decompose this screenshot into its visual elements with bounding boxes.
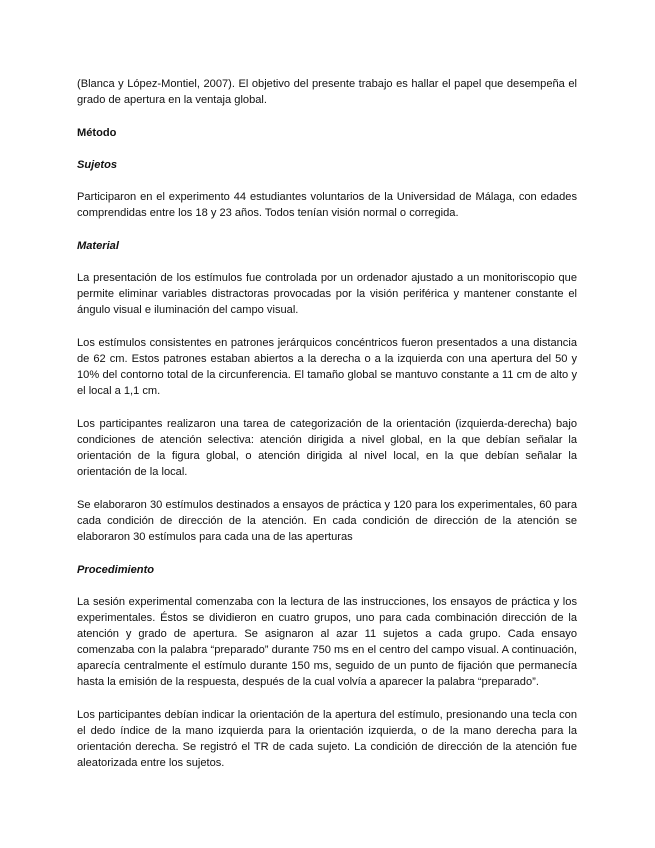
material-paragraph-1: La presentación de los estímulos fue controlada por un ordenador ajustado a un monitoriscopio que permite eliminar variables distractoras provocadas por la visión periférica y mantener constante el ángulo visual e iluminación del campo visual. bbox=[77, 272, 577, 316]
material-paragraph-2: Los estímulos consistentes en patrones jerárquicos concéntricos fueron presentados a una distancia de 62 cm. Estos patrones estaban abiertos a la derecha o a la izquierda con una apertura del 50 y 10% del contorno total de la circunferencia. El tamaño global se mantuvo constante a 11 cm de alto y el local a 1,1 cm. bbox=[77, 337, 577, 397]
material-heading: Material bbox=[77, 240, 119, 252]
procedure-paragraph-2: Los participantes debían indicar la orientación de la apertura del estímulo, presionando una tecla con el dedo índice de la mano izquierda para la orientación izquierda, o de la mano derecha para la orientación derecha. Se registró el TR de cada sujeto. La condición de dirección de la atención fue aleatorizada entre los sujetos. bbox=[77, 709, 577, 769]
method-heading: Método bbox=[77, 127, 117, 139]
procedure-paragraph-1: La sesión experimental comenzaba con la lectura de las instrucciones, los ensayos de práctica y los experimentales. Éstos se dividieron en cuatro grupos, uno para cada combinación dirección de la atención y grado de apertura. Se asignaron al azar 11 sujetos a cada grupo. Cada ensayo comenzaba con la palabra “preparado” durante 750 ms en el centro del campo visual. A continuación, aparecía centralmente el estímulo durante 150 ms, seguido de un punto de fijación que permanecía hasta la emisión de la respuesta, después de la cual volvía a aparecer la palabra “preparado”. bbox=[77, 596, 577, 688]
intro-paragraph: (Blanca y López-Montiel, 2007). El objetivo del presente trabajo es hallar el papel que desempeña el grado de apertura en la ventaja global. bbox=[77, 78, 577, 106]
subjects-heading: Sujetos bbox=[77, 159, 118, 171]
document-page bbox=[77, 76, 577, 788]
subjects-paragraph: Participaron en el experimento 44 estudiantes voluntarios de la Universidad de Málaga, con edades comprendidas entre los 18 y 23 años. Todos tenían visión normal o corregida. bbox=[77, 191, 577, 219]
material-paragraph-4: Se elaboraron 30 estímulos destinados a ensayos de práctica y 120 para los experimentales, 60 para cada condición de dirección de la atención. En cada condición de dirección de la atención se elaboraron 30 estímulos para cada una de las aperturas bbox=[77, 499, 577, 543]
material-paragraph-3: Los participantes realizaron una tarea de categorización de la orientación (izquierda-derecha) bajo condiciones de atención selectiva: atención dirigida a nivel global, en la que debían señalar la orientación de la figura global, o atención dirigida al nivel local, en la que debían señalar la orientación de la local. bbox=[77, 418, 577, 478]
procedure-heading: Procedimiento bbox=[77, 564, 155, 576]
